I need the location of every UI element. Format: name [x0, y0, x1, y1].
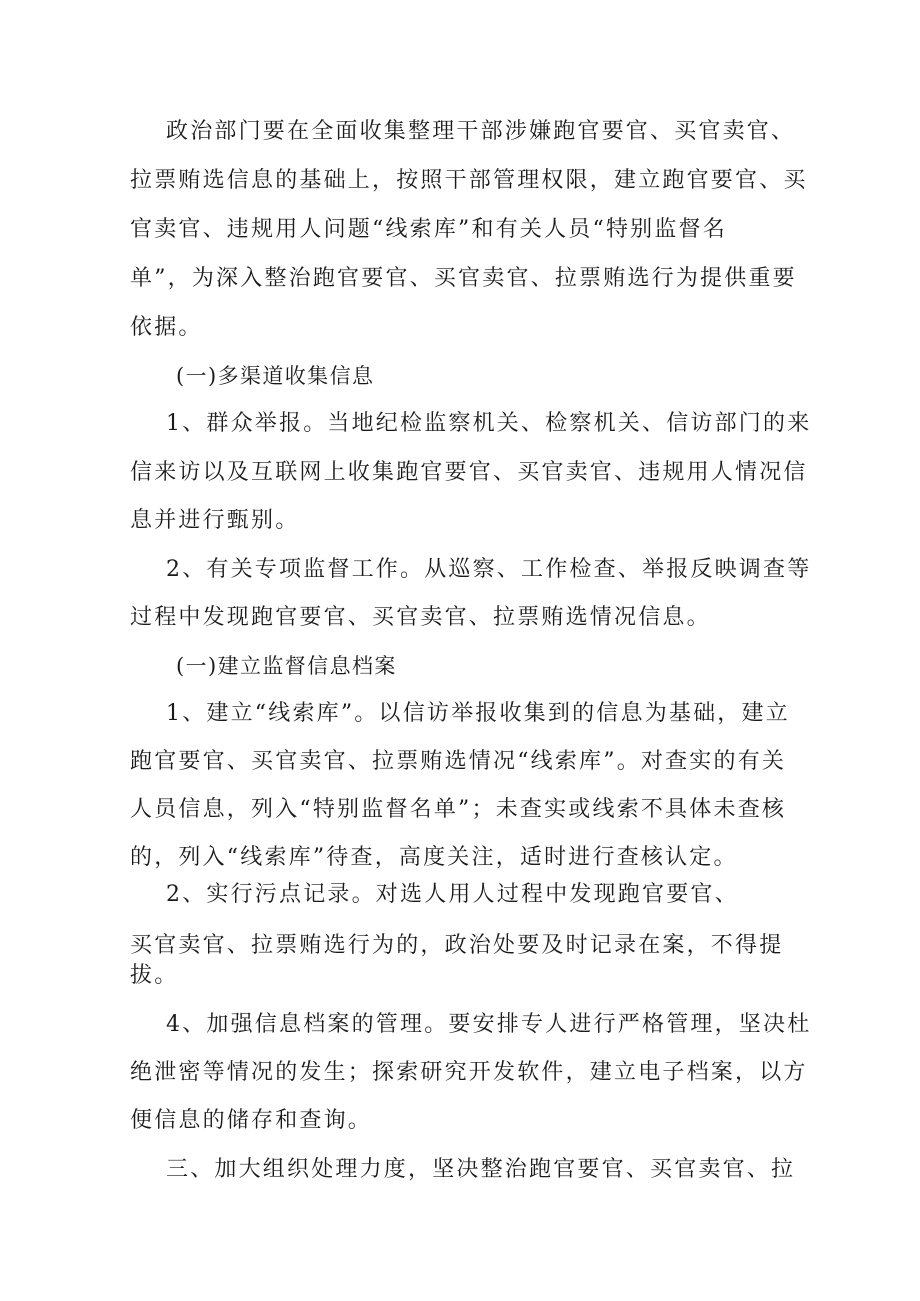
text-line: 过程中发现跑官要官、买官卖官、拉票贿选情况信息。 — [130, 605, 711, 630]
text-line: 便信息的储存和查询。 — [130, 1108, 373, 1133]
text-line: 2、有关专项监督工作。从巡察、工作检查、举报反映调查等 — [166, 557, 812, 582]
text-line: 单”，为深入整治跑官要官、买官卖官、拉票贿选行为提供重要 — [130, 266, 797, 291]
text-line: 拔。 — [130, 963, 179, 988]
section-heading: (一)多渠道收集信息 — [176, 364, 375, 388]
text-line: 1、群众举报。当地纪检监察机关、检察机关、信访部门的来 — [166, 411, 812, 436]
text-line: 政治部门要在全面收集整理干部涉嫌跑官要官、买官卖官、 — [166, 119, 796, 144]
text-line: 4、加强信息档案的管理。要安排专人进行严格管理，坚决杜 — [166, 1012, 812, 1037]
text-line: 官卖官、违规用人问题“线索库”和有关人员“特别监督名 — [130, 217, 727, 242]
text-line: 的，列入“线索库”待查，高度关注，适时进行查核认定。 — [130, 845, 738, 870]
text-line: 拉票贿选信息的基础上，按照干部管理权限，建立跑官要官、买 — [130, 168, 808, 193]
text-line: 1、建立“线索库”。以信访举报收集到的信息为基础，建立 — [166, 701, 790, 726]
text-line: 息并进行甄别。 — [130, 508, 300, 533]
section-heading: (一)建立监督信息档案 — [176, 654, 397, 678]
text-line: 信来访以及互联网上收集跑官要官、买官卖官、违规用人情况信 — [130, 460, 808, 485]
text-line: 绝泄密等情况的发生；探索研究开发软件，建立电子档案，以方 — [130, 1060, 808, 1085]
text-line: 买官卖官、拉票贿选行为的，政治处要及时记录在案，不得提 — [130, 933, 784, 958]
text-line: 人员信息，列入“特别监督名单”；未查实或线索不具体未查核 — [130, 797, 787, 822]
text-line: 2、实行污点记录。对选人用人过程中发现跑官要官、 — [166, 882, 739, 907]
text-line: 三、加大组织处理力度，坚决整治跑官要官、买官卖官、拉 — [166, 1157, 796, 1182]
text-line: 依据。 — [130, 315, 203, 340]
text-line: 跑官要官、买官卖官、拉票贿选情况“线索库”。对查实的有关 — [130, 749, 787, 774]
